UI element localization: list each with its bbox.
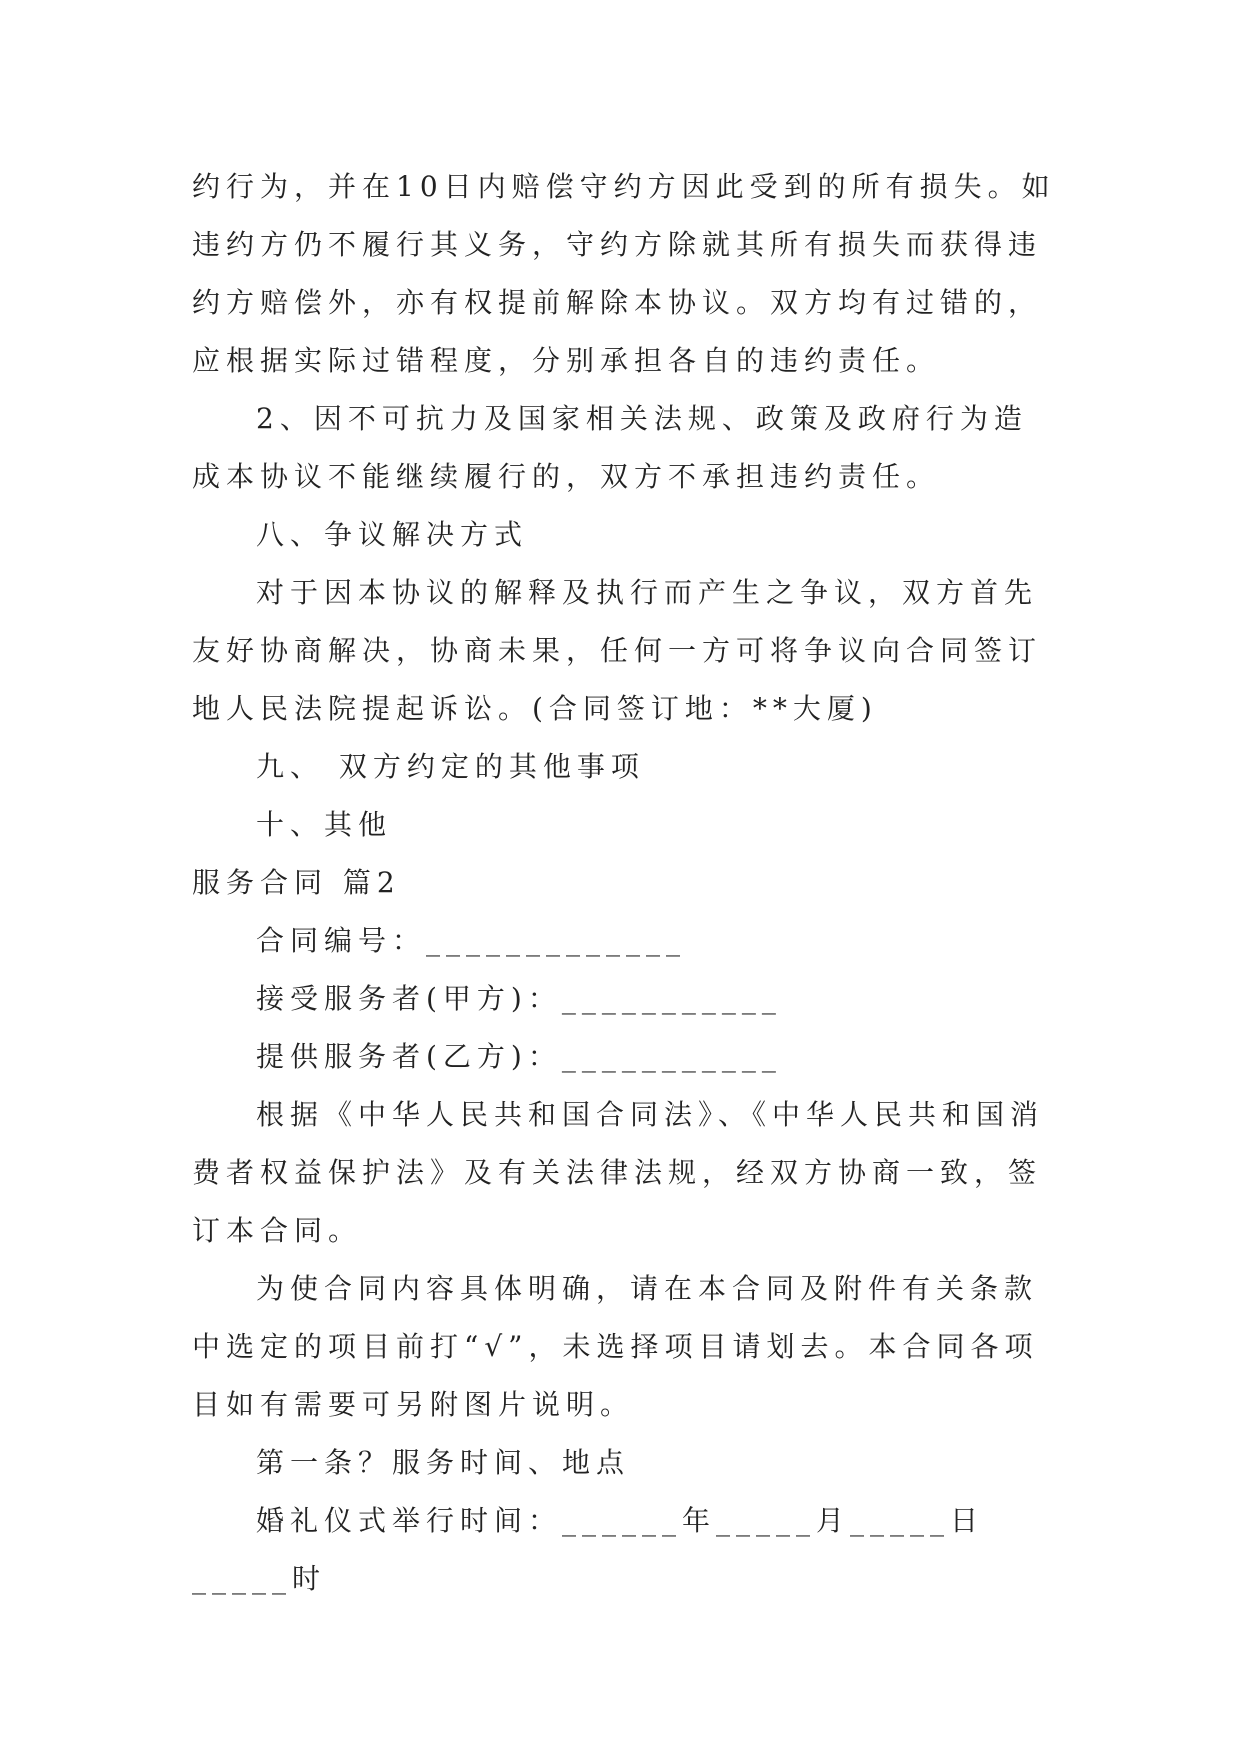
- paragraph-force-majeure: 2、因不可抗力及国家相关法规、政策及政府行为造成本协议不能继续履行的，双方不承担违约责任。: [192, 402, 1028, 493]
- section-heading-other: 十、其他: [256, 808, 393, 841]
- paragraph-legal-basis: 根据《中华人民共和国合同法》、《中华人民共和国消费者权益保护法》及有关法律法规，经双方协商一致，签订本合同。: [192, 1098, 1045, 1247]
- paragraph-instructions: 为使合同内容具体明确，请在本合同及附件有关条款中选定的项目前打“√”，未选择项目请划去。本合同各项目如有需要可另附图片说明。: [192, 1272, 1039, 1421]
- field-party-b: 提供服务者(乙方)：___________: [256, 1040, 782, 1073]
- paragraph-breach-liability: 约行为，并在10日内赔偿守约方因此受到的所有损失。如违约方仍不履行其义务，守约方除就其所有损失而获得违约方赔偿外，亦有权提前解除本协议。双方均有过错的，应根据实际过错程度，分别承担各自的违约责任。: [192, 170, 1056, 377]
- document-body: [192, 158, 1056, 1608]
- section-heading-dispute-resolution: 八、争议解决方式: [256, 518, 529, 551]
- field-party-a: 接受服务者(甲方)：___________: [256, 982, 782, 1015]
- paragraph-dispute-resolution: 对于因本协议的解释及执行而产生之争议，双方首先友好协商解决，协商未果，任何一方可将争议向合同签订地人民法院提起诉讼。(合同签订地：**大厦): [192, 576, 1043, 725]
- section-heading-other-agreed-matters: 九、 双方约定的其他事项: [256, 750, 645, 783]
- document-title-service-contract-2: 服务合同 篇2: [192, 866, 401, 899]
- article-heading-time-place: 第一条？服务时间、地点: [256, 1446, 631, 1479]
- field-ceremony-time: 婚礼仪式举行时间：______年_____月_____日_____时: [192, 1504, 985, 1595]
- field-contract-number: 合同编号：_____________: [256, 924, 687, 957]
